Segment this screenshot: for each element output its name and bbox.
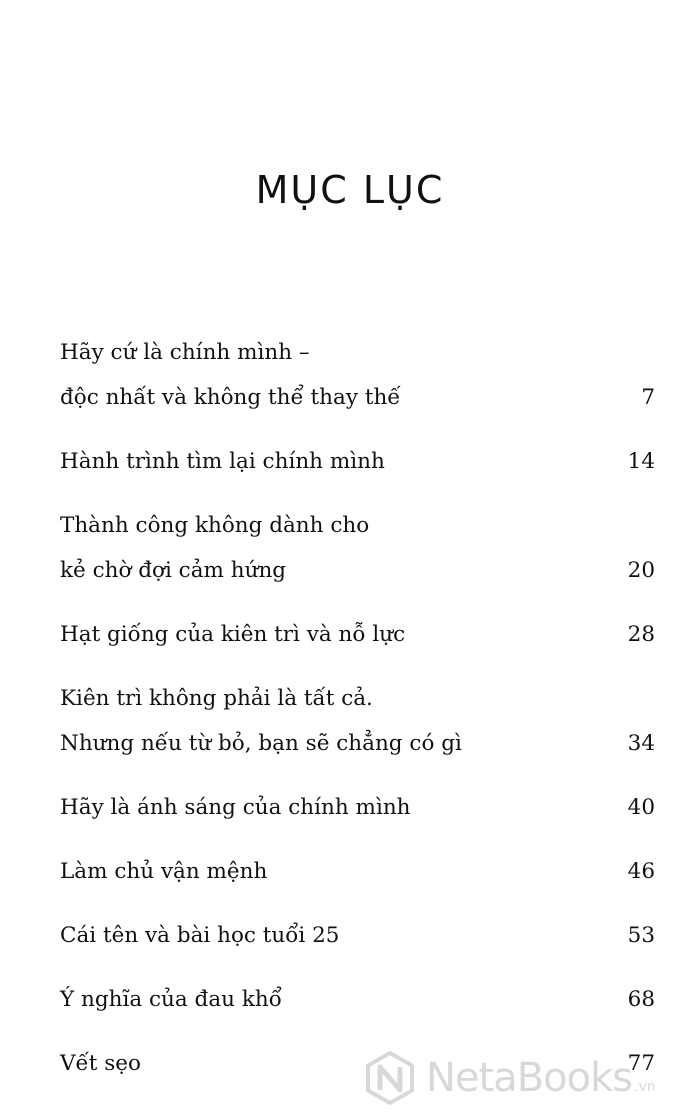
netabooks-logo-icon	[362, 1050, 418, 1106]
toc-entry-page-number: 7	[641, 385, 655, 410]
toc-entry-page-number: 28	[627, 622, 655, 647]
toc-entry	[60, 849, 655, 894]
toc-entry-title-line2: Nhưng nếu từ bỏ, bạn sẽ chẳng có gì	[60, 731, 462, 756]
toc-entry	[60, 676, 655, 766]
toc-entry	[60, 785, 655, 830]
toc-entry-title-line1: Hãy cứ là chính mình –	[60, 340, 310, 365]
toc-entry-page-number: 40	[627, 795, 655, 820]
toc-entry	[60, 503, 655, 593]
toc-entry-page-number: 68	[627, 987, 655, 1012]
toc-entry-page-number: 77	[627, 1051, 655, 1076]
table-of-contents	[60, 330, 655, 1105]
toc-entry-title-line1: Thành công không dành cho	[60, 513, 370, 538]
toc-entry-title-line2: độc nhất và không thể thay thế	[60, 385, 401, 410]
toc-entry-title-line1: Kiên trì không phải là tất cả.	[60, 686, 373, 711]
toc-entry-title: Hạt giống của kiên trì và nỗ lực	[60, 622, 406, 647]
toc-entry-title: Vết sẹo	[60, 1051, 141, 1076]
toc-entry	[60, 977, 655, 1022]
toc-entry-title: Cái tên và bài học tuổi 25	[60, 923, 340, 948]
page-title: MỤC LỤC	[255, 168, 445, 212]
watermark	[362, 1048, 692, 1108]
toc-entry-page-number: 34	[627, 731, 655, 756]
toc-entry-page-number: 20	[627, 558, 655, 583]
toc-entry	[60, 913, 655, 958]
toc-entry-title: Làm chủ vận mệnh	[60, 859, 268, 884]
watermark-text: NetaBooks	[426, 1055, 633, 1101]
toc-entry	[60, 612, 655, 657]
toc-entry-page-number: 53	[627, 923, 655, 948]
toc-entry-page-number: 14	[627, 449, 655, 474]
toc-entry	[60, 439, 655, 484]
toc-entry-title: Hãy là ánh sáng của chính mình	[60, 795, 411, 820]
toc-entry-title: Hành trình tìm lại chính mình	[60, 449, 385, 474]
watermark-suffix: .vn	[634, 1079, 656, 1095]
toc-entry-title-line2: kẻ chờ đợi cảm hứng	[60, 558, 287, 583]
toc-entry-title: Ý nghĩa của đau khổ	[60, 987, 282, 1012]
toc-entry	[60, 330, 655, 420]
toc-entry-page-number: 46	[627, 859, 655, 884]
